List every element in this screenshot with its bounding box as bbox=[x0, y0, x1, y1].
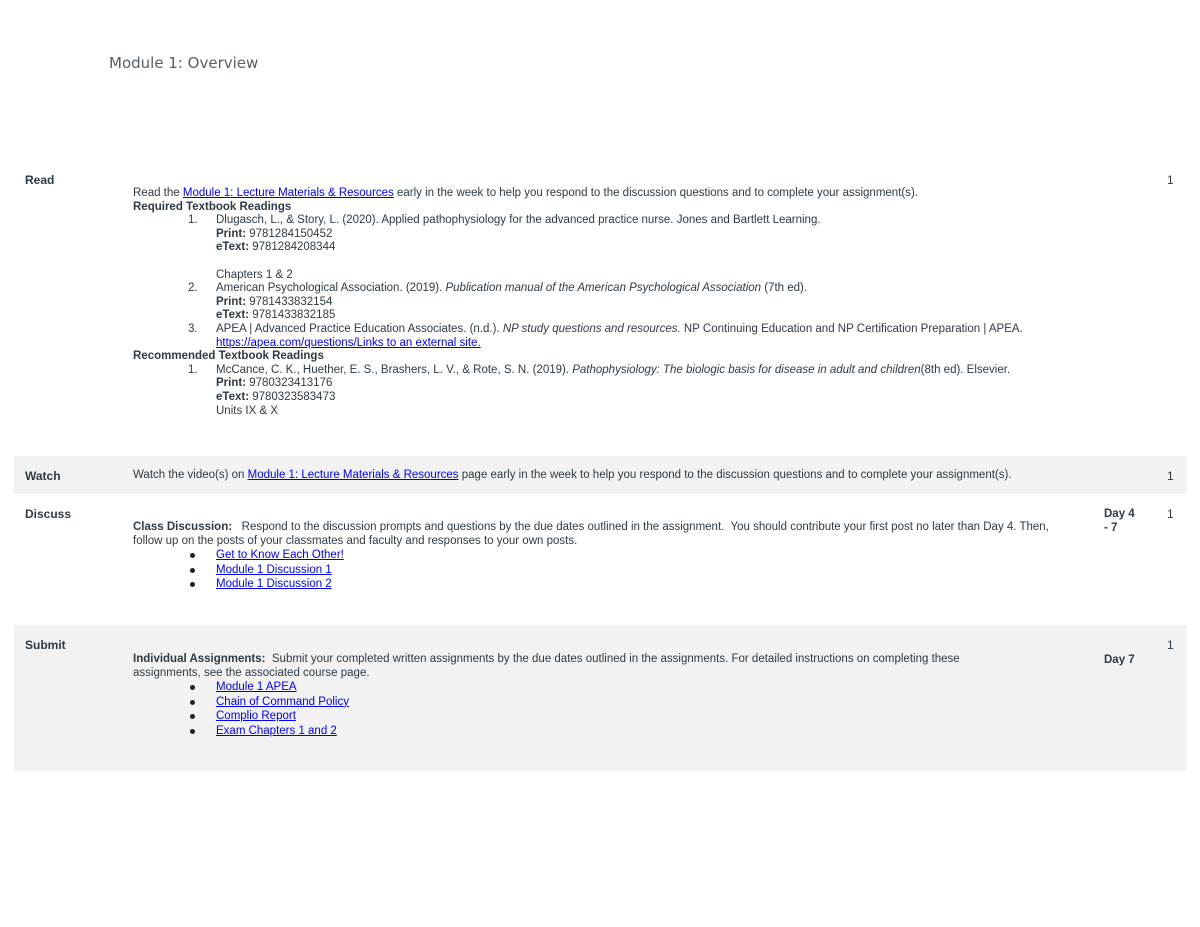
print-value: 9781284150452 bbox=[246, 227, 333, 240]
etext-value: 9781284208344 bbox=[249, 241, 336, 254]
submit-content bbox=[133, 653, 1023, 739]
list-item bbox=[133, 364, 1093, 418]
etext-label: eText: bbox=[216, 390, 250, 403]
list-item bbox=[133, 696, 1023, 710]
etext-label: eText: bbox=[216, 241, 250, 254]
citation bbox=[216, 364, 1093, 378]
list-item bbox=[133, 564, 1078, 578]
list-marker: 3. bbox=[188, 322, 198, 335]
required-readings-list bbox=[133, 214, 1093, 350]
list-item bbox=[133, 282, 1093, 323]
watch-count: 1 bbox=[1167, 469, 1174, 483]
exam-chapters-link[interactable]: Exam Chapters 1 and 2 bbox=[216, 724, 337, 737]
discuss-label: Discuss bbox=[25, 507, 72, 521]
read-row bbox=[14, 166, 1187, 448]
etext-label: eText: bbox=[216, 309, 250, 322]
discussion-links bbox=[133, 549, 1078, 592]
list-item bbox=[133, 214, 1093, 282]
bullet-icon bbox=[190, 553, 195, 558]
discuss-day-line2: - 7 bbox=[1104, 522, 1118, 534]
submit-label: Submit bbox=[25, 638, 66, 652]
watch-label: Watch bbox=[25, 469, 61, 483]
watch-content bbox=[133, 469, 1133, 483]
reading-note: Chapters 1 & 2 bbox=[216, 268, 293, 281]
citation-title: NP study questions and resources. bbox=[502, 322, 681, 335]
print-label: Print: bbox=[216, 227, 247, 240]
discuss-description bbox=[133, 521, 1078, 548]
discuss-text: Respond to the discussion prompts and questions by the due dates outlined in the assignment. You should contribute your first post no later than Day 4. Then, follow up on the posts of your classmates and faculty and responses to your own posts. bbox=[133, 521, 1053, 547]
citation: Dlugasch, L., & Story, L. (2020). Applied pathophysiology for the advanced practice nurse. Jones and Bartlett Learning. bbox=[216, 214, 821, 227]
print-isbn bbox=[216, 296, 1093, 310]
bullet-icon bbox=[190, 729, 195, 734]
submit-heading: Individual Assignments: bbox=[133, 653, 266, 665]
get-to-know-link[interactable]: Get to Know Each Other! bbox=[216, 549, 344, 562]
print-value: 9781433832154 bbox=[246, 295, 333, 308]
print-label: Print: bbox=[216, 295, 247, 308]
print-isbn bbox=[216, 377, 1093, 391]
read-intro-text: Read the bbox=[133, 187, 183, 199]
read-label: Read bbox=[25, 173, 55, 187]
list-marker: 1. bbox=[188, 363, 198, 376]
list-item bbox=[133, 710, 1023, 724]
module-1-apea-link[interactable]: Module 1 APEA bbox=[216, 681, 297, 694]
print-value: 9780323413176 bbox=[246, 377, 333, 390]
discussion-1-link[interactable]: Module 1 Discussion 1 bbox=[216, 563, 332, 576]
recommended-readings-list bbox=[133, 364, 1093, 418]
apea-questions-link[interactable]: https://apea.com/questions/Links to an external site. bbox=[216, 336, 481, 349]
list-marker: 1. bbox=[188, 214, 198, 227]
read-content bbox=[133, 187, 1093, 418]
print-isbn bbox=[216, 228, 1093, 242]
discuss-row bbox=[14, 500, 1187, 618]
chain-of-command-link[interactable]: Chain of Command Policy bbox=[216, 695, 349, 708]
submit-count: 1 bbox=[1167, 638, 1174, 652]
etext-isbn bbox=[216, 391, 1093, 405]
submit-due-day: Day 7 bbox=[1104, 654, 1135, 666]
citation-text-end: (8th ed). Elsevier. bbox=[920, 363, 1011, 376]
bullet-icon bbox=[190, 582, 195, 587]
citation-text: McCance, C. K., Huether, E. S., Brashers, L. V., & Rote, S. N. (2019). bbox=[216, 363, 573, 376]
citation bbox=[216, 282, 1093, 296]
etext-value: 9781433832185 bbox=[249, 309, 336, 322]
lecture-materials-link[interactable]: Module 1: Lecture Materials & Resources bbox=[182, 187, 394, 199]
citation-title: Pathophysiology: The biologic basis for disease in adult and children bbox=[572, 363, 921, 376]
watch-row bbox=[14, 456, 1187, 494]
discussion-2-link[interactable]: Module 1 Discussion 2 bbox=[216, 578, 332, 591]
watch-text: Watch the video(s) on bbox=[133, 469, 248, 481]
complio-report-link[interactable]: Complio Report bbox=[216, 710, 296, 723]
etext-value: 9780323583473 bbox=[249, 390, 336, 403]
discuss-content bbox=[133, 521, 1078, 592]
citation-text-end: NP Continuing Education and NP Certification Preparation | APEA. bbox=[680, 322, 1023, 335]
print-label: Print: bbox=[216, 377, 247, 390]
read-intro bbox=[133, 187, 1093, 201]
citation-text: APEA | Advanced Practice Education Associates. (n.d.). bbox=[216, 322, 503, 335]
bullet-icon bbox=[190, 685, 195, 690]
list-item bbox=[133, 549, 1078, 563]
page-title: Module 1: Overview bbox=[109, 54, 259, 72]
list-marker: 2. bbox=[188, 282, 198, 295]
submit-description bbox=[133, 653, 1023, 680]
reading-note: Units IX & X bbox=[216, 404, 278, 417]
submit-row bbox=[14, 625, 1187, 771]
discuss-heading: Class Discussion: bbox=[133, 521, 233, 533]
assignment-links bbox=[133, 681, 1023, 738]
list-item bbox=[133, 725, 1023, 739]
citation-text: American Psychological Association. (2019). bbox=[216, 282, 446, 295]
etext-isbn bbox=[216, 241, 1093, 255]
discuss-day-line1: Day 4 bbox=[1104, 508, 1135, 520]
discuss-count: 1 bbox=[1167, 507, 1174, 521]
discuss-due-day bbox=[1104, 507, 1135, 535]
recommended-readings-heading: Recommended Textbook Readings bbox=[133, 350, 324, 363]
watch-lecture-materials-link[interactable]: Module 1: Lecture Materials & Resources bbox=[247, 469, 459, 481]
submit-text: Submit your completed written assignments by the due dates outlined in the assignments. For detailed instructions on completing these assignments, see the associated course page. bbox=[133, 653, 963, 679]
citation bbox=[216, 323, 1033, 350]
bullet-icon bbox=[190, 714, 195, 719]
etext-isbn bbox=[216, 309, 1093, 323]
read-count: 1 bbox=[1167, 173, 1174, 187]
citation-title: Publication manual of the American Psychological Association bbox=[445, 282, 762, 295]
bullet-icon bbox=[190, 568, 195, 573]
list-item bbox=[133, 578, 1078, 592]
required-readings-heading: Required Textbook Readings bbox=[133, 200, 292, 213]
read-intro-text-end: early in the week to help you respond to the discussion questions and to complete your assignment(s). bbox=[393, 187, 918, 199]
list-item bbox=[133, 323, 1093, 350]
list-item bbox=[133, 681, 1023, 695]
bullet-icon bbox=[190, 700, 195, 705]
watch-text-end: page early in the week to help you respond to the discussion questions and to complete your assignment(s). bbox=[458, 469, 1012, 481]
citation-text-end: (7th ed). bbox=[761, 282, 808, 295]
